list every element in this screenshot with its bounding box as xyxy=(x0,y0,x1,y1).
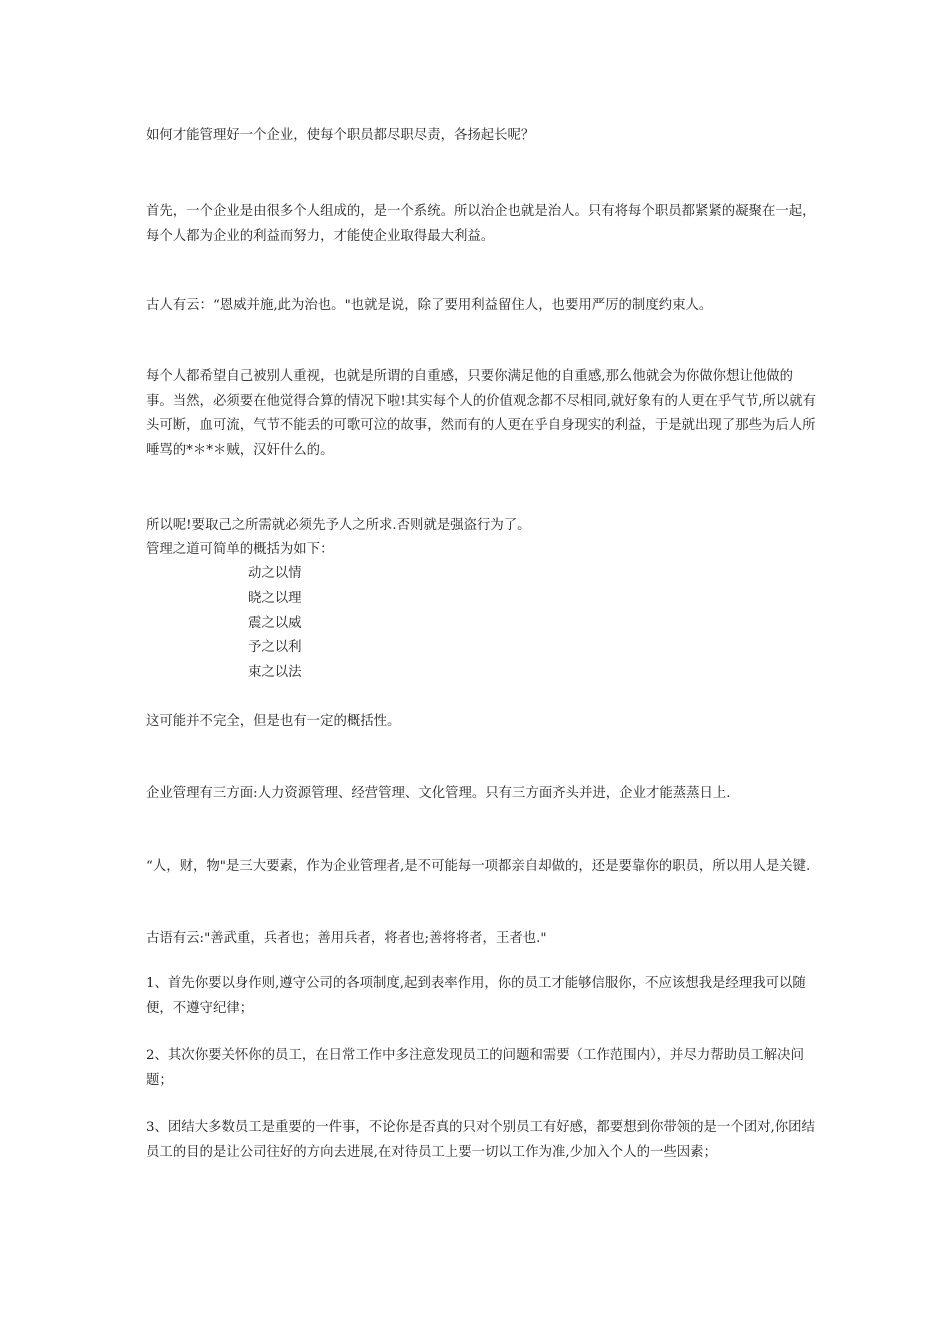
paragraph-enterprise-system: 首先，一个企业是由很多个人组成的，是一个系统。所以治企也就是治人。只有将每个职员都紧紧的凝聚在一起，每个人都为企业的利益而努力，才能使企业取得最大利益。 xyxy=(146,204,816,244)
paragraph-management-summary: 管理之道可简单的概括为如下： xyxy=(146,542,334,557)
paragraph-ancient-proverb: 古语有云:"善武重，兵者也；善用兵者，将者也;善将将者，王者也." xyxy=(146,931,547,946)
paragraph-give-and-take: 所以呢!要取己之所需就必须先予人之所求.否则就是强盗行为了。 xyxy=(146,518,531,533)
point-care-for-employees: 2、其次你要关怀你的员工，在日常工作中多注意发现员工的问题和需要（工作范围内），并尽力帮助员工解决问题； xyxy=(146,1048,804,1088)
paragraph-three-aspects: 企业管理有三方面:人力资源管理、经营管理、文化管理。只有三方面齐头并进，企业才能蒸蒸日上. xyxy=(146,786,731,801)
principle-item: 动之以情 xyxy=(248,566,302,581)
paragraph-self-importance: 每个人都希望自己被别人重视，也就是所谓的自重感，只要你满足他的自重感,那么他就会为你做你想让他做的事。当然，必须要在他觉得合算的情况下啦!其实每个人的价值观念都不尽相同,就好象有的人更在乎气节,所以就有头可断，血可流，气节不能丢的可歌可泣的故事，然而有的人更在乎自身现实的利益，于是就出现了那些为后人所唾骂的*＊*＊贼，汉奸什么的。 xyxy=(146,369,817,458)
paragraph-ancient-saying: 古人有云：“恩威并施,此为治也。"也就是说，除了要用利益留住人，也要用严厉的制度约束人。 xyxy=(146,298,713,313)
point-lead-by-example: 1、首先你要以身作则,遵守公司的各项制度,起到表率作用，你的员工才能够信服你，不应该想我是经理我可以随便，不遵守纪律； xyxy=(146,976,806,1016)
principle-item: 束之以法 xyxy=(248,665,302,680)
principle-item: 震之以威 xyxy=(248,616,302,631)
point-unite-employees: 3、团结大多数员工是重要的一件事，不论你是否真的只对个别员工有好感，都要想到你带领的是一个团对,你团结员工的目的是让公司往好的方向去进展,在对待员工上要一切以工作为准,少加入个人的一些因素； xyxy=(146,1120,815,1160)
paragraph-generalization: 这可能并不完全，但是也有一定的概括性。 xyxy=(146,714,401,729)
opening-question: 如何才能管理好一个企业，使每个职员都尽职尽责，各扬起长呢？ xyxy=(146,128,535,143)
principle-item: 予之以利 xyxy=(248,640,302,655)
paragraph-three-elements: “人，财，物"是三大要素，作为企业管理者,是不可能每一项都亲自却做的，还是要靠你的职员，所以用人是关键. xyxy=(146,859,811,874)
principle-item: 晓之以理 xyxy=(248,591,302,606)
